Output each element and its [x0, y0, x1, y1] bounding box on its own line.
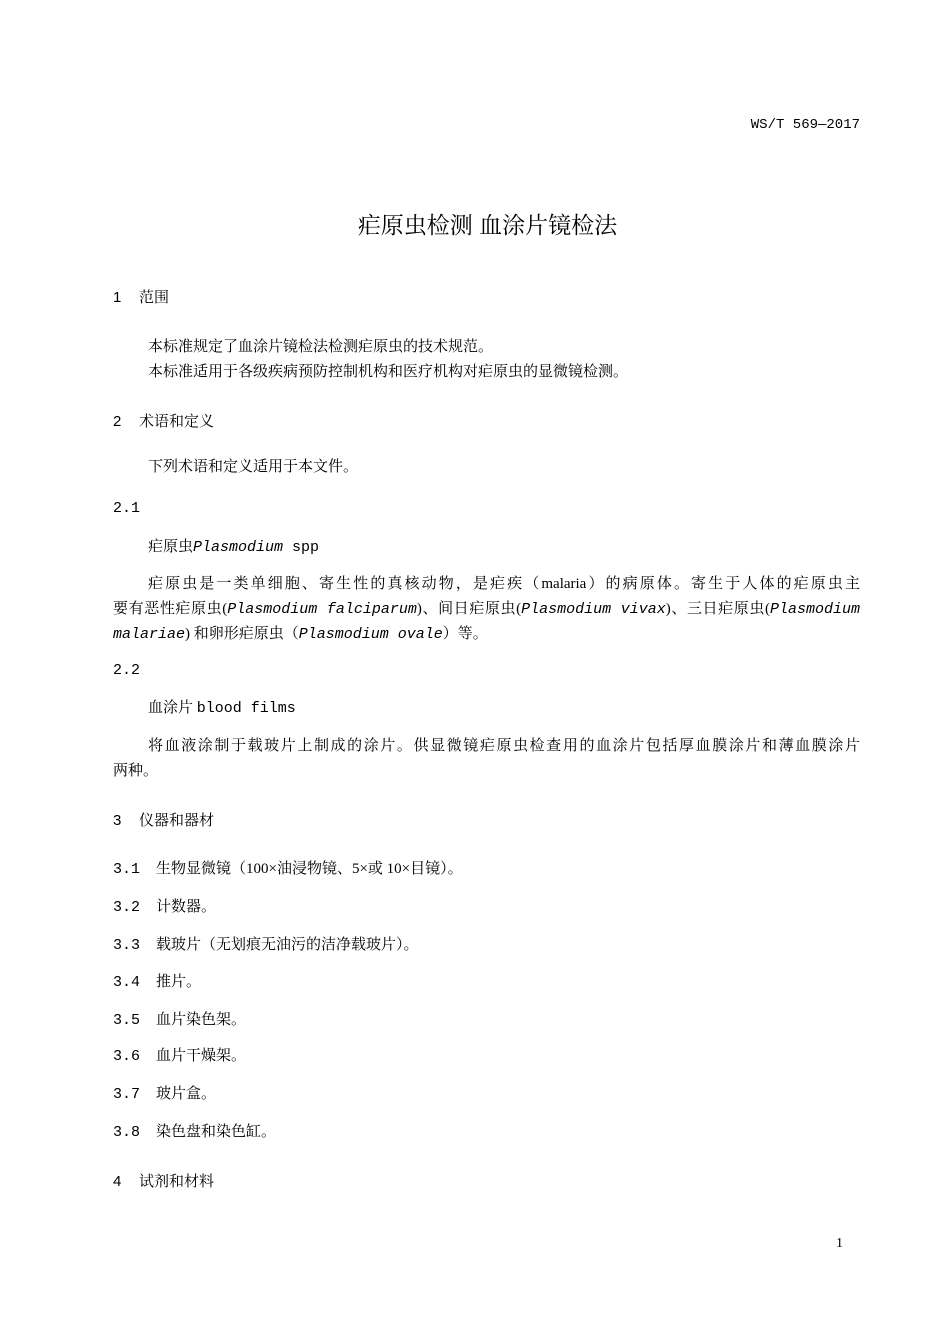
item-number: 3.7 [113, 1086, 141, 1103]
section-number: 1 [113, 289, 122, 306]
text: ) 和卵形疟原虫（ [185, 626, 299, 642]
item-text: 血片染色架。 [156, 1012, 247, 1028]
page-number: 1 [836, 1236, 843, 1251]
list-item [113, 1122, 276, 1143]
item-text: 玻片盒。 [156, 1086, 217, 1102]
species-name: Plasmodium falciparum [227, 601, 417, 618]
clause-number: 2.1 [113, 500, 141, 517]
item-number: 3.1 [113, 861, 141, 878]
item-number: 3.4 [113, 974, 141, 991]
species-name: malariae [113, 626, 186, 643]
list-item [113, 1046, 246, 1067]
list-item [113, 1010, 246, 1031]
item-text: 载玻片（无划痕无油污的洁净载玻片）。 [156, 937, 419, 953]
item-number: 3.3 [113, 937, 141, 954]
definition-line [113, 624, 488, 645]
standard-code: WS/T 569—2017 [750, 117, 860, 133]
section-title: 范围 [139, 289, 170, 306]
section-title: 试剂和材料 [139, 1173, 215, 1190]
species-name: Plasmodium vivax [521, 601, 666, 618]
text: )、三日疟原虫( [665, 601, 770, 617]
text: 要有恶性疟原虫( [113, 601, 228, 617]
species-name: Plasmodium ovale [298, 626, 443, 643]
item-text: 染色盘和染色缸。 [156, 1124, 277, 1140]
item-text: 计数器。 [156, 899, 217, 915]
definition-line: 两种。 [113, 763, 159, 779]
paragraph: 本标准规定了血涂片镜检法检测疟原虫的技术规范。 [148, 339, 494, 355]
item-number: 3.8 [113, 1124, 141, 1141]
item-text: 生物显微镜（100×油浸物镜、5×或 10×目镜）。 [156, 861, 463, 877]
list-item [113, 972, 201, 993]
text: ）等。 [442, 626, 488, 642]
list-item [113, 897, 216, 918]
item-text: 推片。 [156, 974, 202, 990]
definition-line: 将血液涂制于载玻片上制成的涂片。供显微镜疟原虫检查用的血涂片包括厚血膜涂片和薄血膜涂片 [148, 738, 860, 754]
section-number: 3 [113, 812, 122, 829]
item-number: 3.6 [113, 1048, 141, 1065]
list-item [113, 859, 463, 880]
item-number: 3.5 [113, 1012, 141, 1029]
item-text: 血片干燥架。 [156, 1048, 247, 1064]
list-item [113, 1084, 216, 1105]
term-latin: Plasmodium [193, 539, 284, 556]
section-title: 仪器和器材 [139, 812, 215, 829]
definition-line: 疟原虫是一类单细胞、寄生性的真核动物，是疟疾（malaria）的病原体。寄生于人体的疟原虫主 [148, 576, 860, 592]
page-title: 疟原虫检测 血涂片镜检法 [357, 212, 618, 238]
species-name: Plasmodium [769, 601, 860, 618]
text: )、间日疟原虫( [416, 601, 522, 617]
section-title: 术语和定义 [139, 413, 215, 430]
paragraph: 下列术语和定义适用于本文件。 [148, 459, 359, 475]
section-heading-4 [113, 1172, 214, 1192]
term-cn: 血涂片 [148, 699, 194, 716]
term-cn: 疟原虫 [148, 538, 194, 555]
definition-line [113, 599, 860, 620]
section-number: 2 [113, 413, 122, 430]
section-heading-1 [113, 288, 169, 308]
section-number: 4 [113, 1173, 122, 1190]
list-item [113, 935, 419, 956]
paragraph: 本标准适用于各级疾病预防控制机构和医疗机构对疟原虫的显微镜检测。 [148, 364, 629, 380]
term-heading [148, 537, 319, 558]
term-en: blood films [196, 700, 296, 717]
section-heading-3 [113, 811, 214, 831]
term-heading [148, 698, 296, 719]
item-number: 3.2 [113, 899, 141, 916]
section-heading-2 [113, 412, 214, 432]
term-suffix: spp [283, 539, 320, 556]
clause-number: 2.2 [113, 662, 141, 679]
